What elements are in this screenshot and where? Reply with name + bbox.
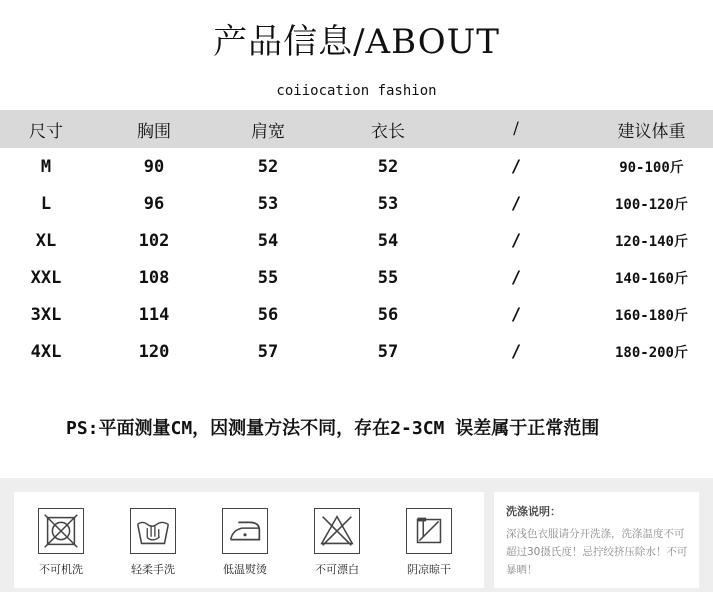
page-title: 产品信息/ABOUT (213, 22, 500, 62)
care-item-no-bleach (302, 508, 372, 577)
chest-cell: 108 (138, 267, 170, 288)
hand-wash-icon (130, 508, 176, 554)
no-machine-wash-icon (38, 508, 84, 554)
low-iron-icon (222, 508, 268, 554)
table-row (0, 185, 713, 222)
size-table (0, 110, 713, 370)
table-row (0, 148, 713, 185)
size-cell: M (40, 156, 52, 177)
weight-cell: 160-180斤 (614, 307, 688, 324)
shoulder-cell: 54 (257, 230, 279, 251)
care-label: 阴凉晾干 (407, 563, 451, 576)
size-cell: L (40, 193, 52, 214)
care-label: 低温熨烫 (223, 563, 267, 576)
length-cell: 57 (377, 341, 399, 362)
size-cell: XL (35, 230, 57, 251)
care-section (0, 478, 713, 592)
table-row (0, 333, 713, 370)
wash-instructions (494, 492, 699, 588)
header-chest: 胸围 (137, 121, 171, 142)
chest-cell: 102 (138, 230, 170, 251)
brand-subtitle: coiiocation fashion (276, 83, 437, 99)
chest-cell: 96 (143, 193, 165, 214)
shoulder-cell: 55 (257, 267, 279, 288)
weight-cell: 120-140斤 (614, 233, 688, 250)
chest-cell: 90 (143, 156, 165, 177)
weight-cell: 140-160斤 (614, 270, 688, 287)
care-item-shade-dry (394, 508, 464, 577)
header-length: 衣长 (371, 121, 405, 142)
table-row (0, 222, 713, 259)
care-icons-panel (14, 492, 484, 588)
size-cell: XXL (30, 267, 62, 288)
table-row (0, 296, 713, 333)
chest-cell: 114 (138, 304, 170, 325)
shoulder-cell: 52 (257, 156, 279, 177)
care-item-no-machine-wash (26, 508, 96, 577)
weight-cell: 90-100斤 (619, 159, 684, 176)
size-cell: 4XL (30, 341, 62, 362)
measurement-note: PS:平面测量CM，因测量方法不同，存在2-3CM 误差属于正常范围 (66, 418, 600, 439)
care-label: 轻柔手洗 (131, 563, 175, 576)
care-label: 不可机洗 (39, 563, 83, 576)
table-header-row (0, 110, 713, 148)
size-cell: 3XL (30, 304, 62, 325)
shoulder-cell: 56 (257, 304, 279, 325)
slash-cell: / (510, 304, 522, 325)
weight-cell: 180-200斤 (614, 344, 688, 361)
shoulder-cell: 53 (257, 193, 279, 214)
header-size: 尺寸 (29, 121, 63, 142)
shoulder-cell: 57 (257, 341, 279, 362)
wash-title: 洗涤说明： (506, 505, 561, 518)
table-row (0, 259, 713, 296)
length-cell: 55 (377, 267, 399, 288)
header-weight: 建议体重 (617, 121, 686, 142)
header-slash: / (513, 119, 519, 139)
no-bleach-icon (314, 508, 360, 554)
care-item-low-iron (210, 508, 280, 577)
header-shoulder: 肩宽 (251, 121, 285, 142)
slash-cell: / (510, 193, 522, 214)
shade-dry-icon (406, 508, 452, 554)
wash-text: 深浅色衣服请分开洗涤，洗涤温度不可超过30摄氏度！忌拧绞挤压除水！不可暴晒！ (506, 528, 688, 576)
slash-cell: / (510, 156, 522, 177)
care-label: 不可漂白 (315, 563, 359, 576)
length-cell: 56 (377, 304, 399, 325)
slash-cell: / (510, 341, 522, 362)
length-cell: 54 (377, 230, 399, 251)
slash-cell: / (510, 230, 522, 251)
length-cell: 52 (377, 156, 399, 177)
care-item-hand-wash (118, 508, 188, 577)
weight-cell: 100-120斤 (614, 196, 688, 213)
chest-cell: 120 (138, 341, 170, 362)
length-cell: 53 (377, 193, 399, 214)
slash-cell: / (510, 267, 522, 288)
